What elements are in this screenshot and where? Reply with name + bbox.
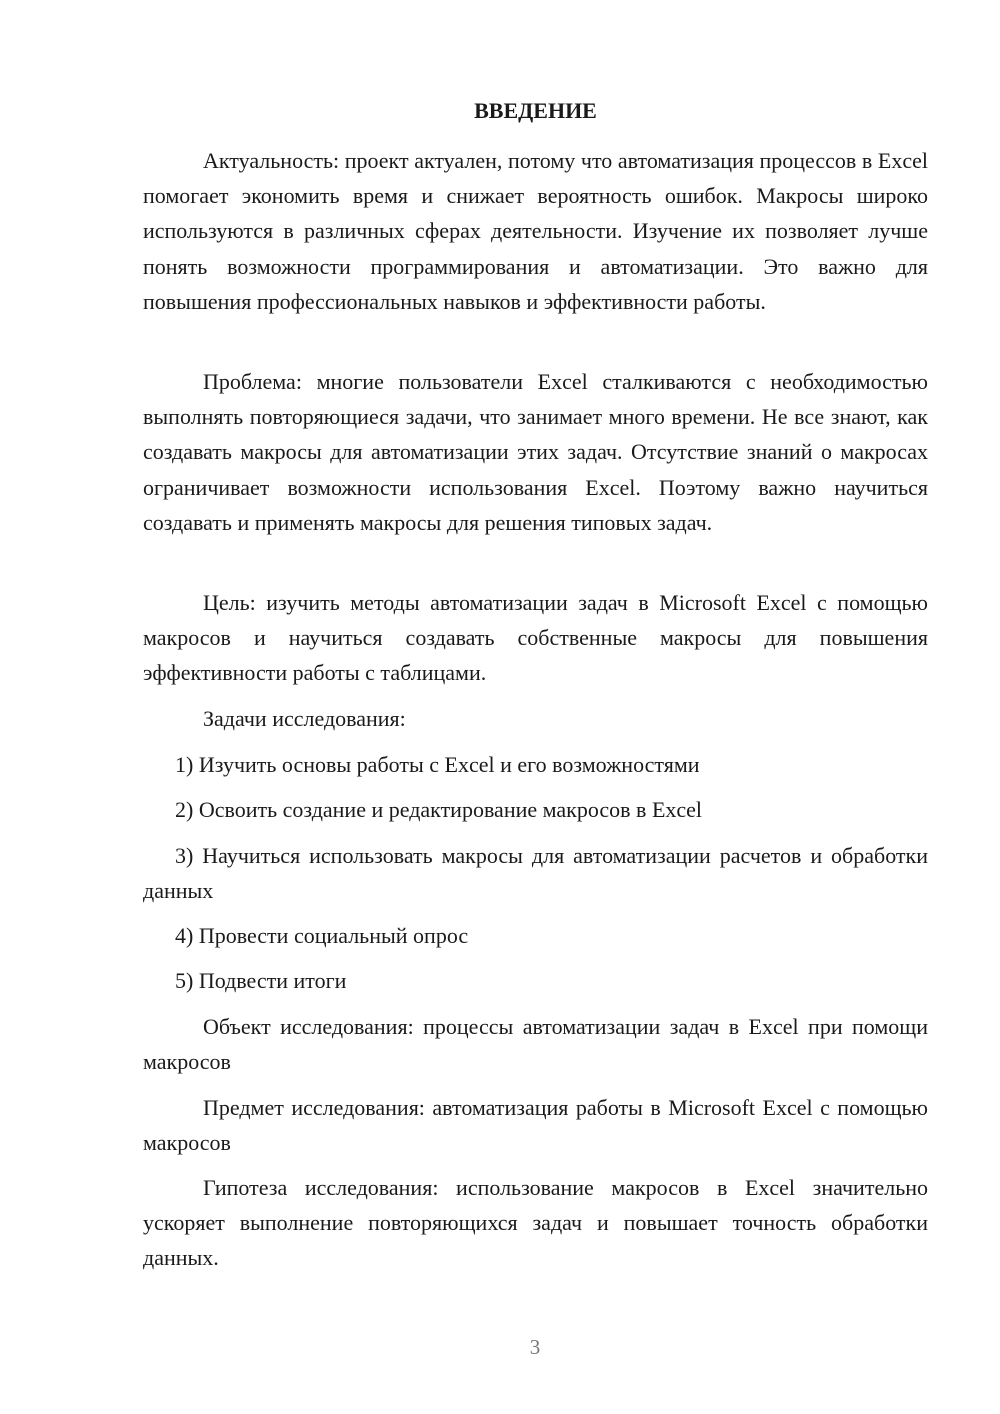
task-item-3: 3) Научиться использовать макросы для автоматизации расчетов и обработки данных — [143, 843, 928, 904]
hypothesis-paragraph: Гипотеза исследования: использование макросов в Excel значительно ускоряет выполнение повторяющихся задач и повышает точность обработки данных. — [143, 1175, 928, 1271]
subject-paragraph: Предмет исследования: автоматизация работы в Microsoft Excel с помощью макросов — [143, 1095, 928, 1156]
problem-paragraph: Проблема: многие пользователи Excel сталкиваются с необходимостью выполнять повторяющиеся задачи, что занимает много времени. Не все знают, как создавать макросы для автоматизации этих задач. Отсутствие знаний о макросах ограничивает возможности использования Excel. Поэтому важно научиться создавать и применять макросы для решения типовых задач. — [143, 369, 928, 535]
task-item-2: 2) Освоить создание и редактирование макросов в Excel — [175, 797, 703, 822]
task-item-5: 5) Подвести итоги — [175, 968, 347, 993]
page-title: ВВЕДЕНИЕ — [474, 98, 597, 123]
object-paragraph: Объект исследования: процессы автоматизации задач в Excel при помощи макросов — [143, 1014, 928, 1075]
relevance-paragraph: Актуальность: проект актуален, потому что автоматизация процессов в Excel помогает экономить время и снижает вероятность ошибок. Макросы широко используются в различных сферах деятельности. Изучение их позволяет лучше понять возможности программирования и автоматизации. Это важно для повышения профессиональных навыков и эффективности работы. — [143, 148, 928, 314]
tasks-heading: Задачи исследования: — [203, 706, 406, 731]
task-item-1: 1) Изучить основы работы с Excel и его возможностями — [175, 752, 700, 777]
goal-paragraph: Цель: изучить методы автоматизации задач в Microsoft Excel с помощью макросов и научиться создавать собственные макросы для повышения эффективности работы с таблицами. — [143, 590, 928, 686]
page-number: 3 — [529, 1335, 541, 1359]
task-item-4: 4) Провести социальный опрос — [175, 923, 469, 948]
